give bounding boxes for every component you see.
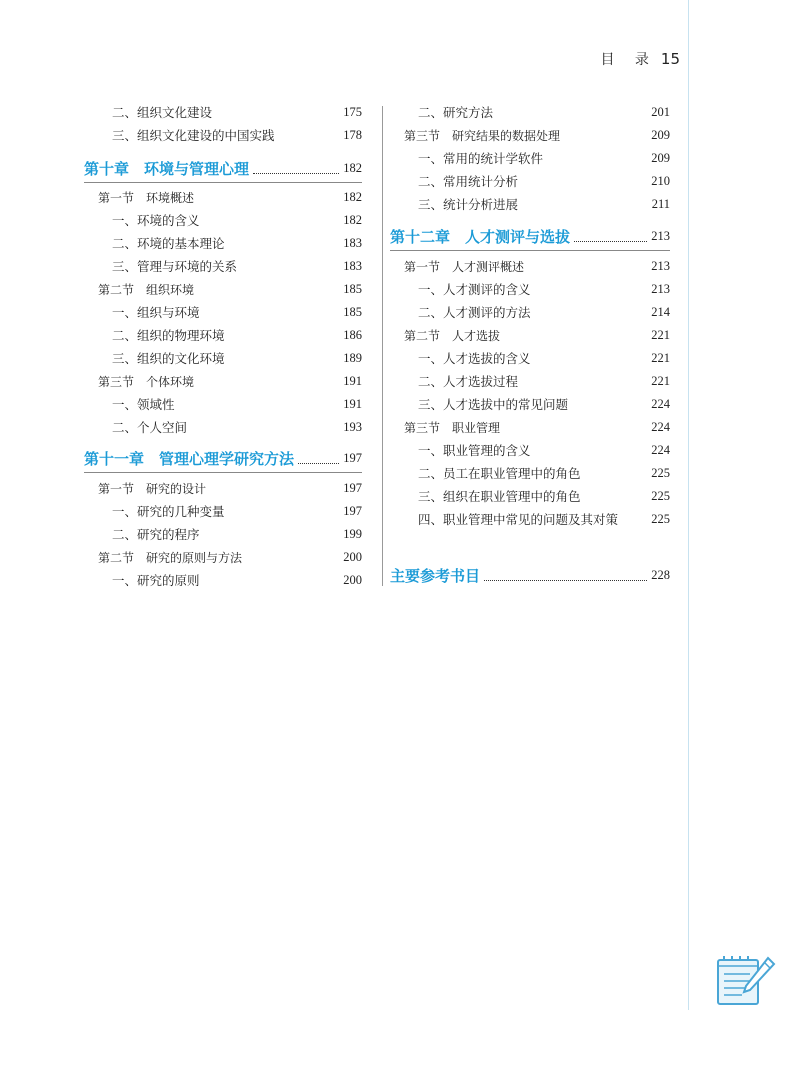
leader-dots xyxy=(298,453,339,464)
leader-dots xyxy=(484,570,647,581)
chapter-rule xyxy=(84,182,362,183)
column-divider xyxy=(382,106,383,586)
header-title: 目 录 xyxy=(600,52,657,68)
toc-section[interactable]: 第三节 职业管理 224 xyxy=(404,419,670,435)
toc-section[interactable]: 第二节 研究的原则与方法 200 xyxy=(98,549,362,565)
chapter-rule xyxy=(390,250,670,251)
toc-entry[interactable]: 一、常用的统计学软件 209 xyxy=(418,150,670,166)
toc-chapter[interactable]: 第十章 环境与管理心理 182 xyxy=(84,159,362,178)
toc-entry[interactable]: 二、员工在职业管理中的角色 225 xyxy=(418,465,670,481)
chapter-title: 第十二章 人才测评与选拔 xyxy=(390,227,571,246)
chapter-rule xyxy=(84,472,362,473)
toc-entry[interactable]: 一、研究的几种变量 197 xyxy=(112,503,362,519)
page-number: 15 xyxy=(660,50,680,68)
toc-entry[interactable]: 三、人才选拔中的常见问题 224 xyxy=(418,396,670,412)
toc-section[interactable]: 第三节 个体环境 191 xyxy=(98,373,362,389)
toc-section[interactable]: 第三节 研究结果的数据处理 209 xyxy=(404,127,670,143)
toc-entry[interactable]: 三、组织在职业管理中的角色 225 xyxy=(418,488,670,504)
toc-entry[interactable]: 一、环境的含义 182 xyxy=(112,212,362,228)
toc-entry[interactable]: 二、组织的物理环境 186 xyxy=(112,327,362,343)
toc-entry[interactable]: 一、人才选拔的含义 221 xyxy=(418,350,670,366)
toc-entry[interactable]: 一、组织与环境 185 xyxy=(112,304,362,320)
toc-entry[interactable]: 二、研究方法 201 xyxy=(418,104,670,120)
toc-chapter[interactable]: 第十二章 人才测评与选拔 213 xyxy=(390,227,670,246)
toc-section[interactable]: 第一节 环境概述 182 xyxy=(98,189,362,205)
toc-entry[interactable]: 四、职业管理中常见的问题及其对策 225 xyxy=(418,511,670,527)
toc-references[interactable]: 主要参考书目 228 xyxy=(390,566,670,585)
toc-entry[interactable]: 一、人才测评的含义 213 xyxy=(418,281,670,297)
toc-entry[interactable]: 二、环境的基本理论 183 xyxy=(112,235,362,251)
leader-dots xyxy=(574,231,647,242)
toc-chapter[interactable]: 第十一章 管理心理学研究方法 197 xyxy=(84,449,362,468)
leader-dots xyxy=(253,163,339,174)
toc-entry[interactable]: 二、人才选拔过程 221 xyxy=(418,373,670,389)
toc-entry[interactable]: 三、组织的文化环境 189 xyxy=(112,350,362,366)
toc-section[interactable]: 第一节 研究的设计 197 xyxy=(98,480,362,496)
toc-entry[interactable]: 一、领域性 191 xyxy=(112,396,362,412)
margin-rule xyxy=(688,0,689,1010)
toc-entry[interactable]: 一、研究的原则 200 xyxy=(112,572,362,588)
references-title: 主要参考书目 xyxy=(390,566,481,585)
chapter-title: 第十章 环境与管理心理 xyxy=(84,159,250,178)
toc-section[interactable]: 第二节 组织环境 185 xyxy=(98,281,362,297)
toc-entry[interactable]: 三、组织文化建设的中国实践 178 xyxy=(112,127,362,143)
notepad-pencil-icon xyxy=(712,950,776,1010)
toc-entry[interactable]: 三、管理与环境的关系 183 xyxy=(112,258,362,274)
toc-entry[interactable]: 二、常用统计分析 210 xyxy=(418,173,670,189)
toc-entry[interactable]: 一、职业管理的含义 224 xyxy=(418,442,670,458)
toc-section[interactable]: 第二节 人才选拔 221 xyxy=(404,327,670,343)
toc-entry[interactable]: 二、研究的程序 199 xyxy=(112,526,362,542)
toc-section[interactable]: 第一节 人才测评概述 213 xyxy=(404,258,670,274)
running-header xyxy=(600,48,680,70)
toc-entry[interactable]: 二、人才测评的方法 214 xyxy=(418,304,670,320)
chapter-title: 第十一章 管理心理学研究方法 xyxy=(84,449,295,468)
toc-entry[interactable]: 二、个人空间 193 xyxy=(112,419,362,435)
toc-entry[interactable]: 三、统计分析进展 211 xyxy=(418,196,670,212)
toc-entry[interactable]: 二、组织文化建设 175 xyxy=(112,104,362,120)
